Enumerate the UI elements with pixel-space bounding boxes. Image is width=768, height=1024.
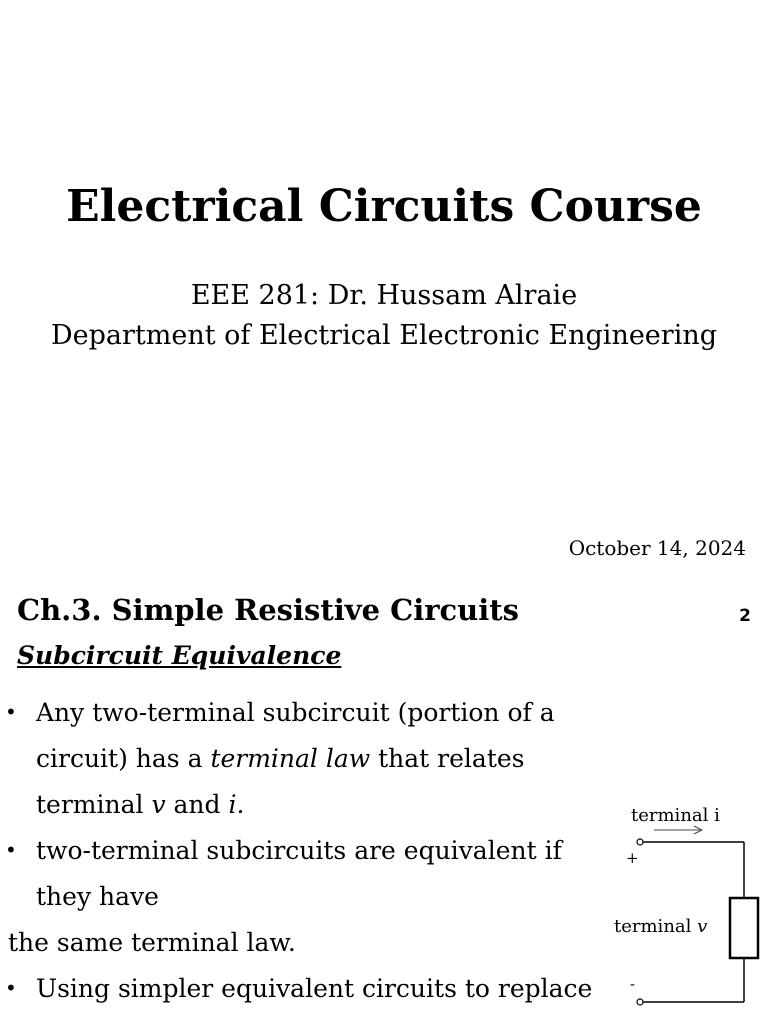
page-number: 2 — [739, 606, 751, 626]
terminal-law-emphasis: terminal law — [210, 744, 371, 773]
minus-polarity: - — [630, 975, 636, 993]
course-code-instructor: EEE 281: Dr. Hussam Alraie — [190, 280, 578, 311]
bullet-1-line-3-and: and — [165, 790, 229, 819]
two-terminal-circuit-diagram — [600, 800, 768, 1024]
bullet-1-line-3-start: terminal — [36, 790, 152, 819]
slide-date: October 14, 2024 — [568, 536, 746, 560]
plus-polarity: + — [626, 849, 639, 867]
bullet-3-marker: • — [5, 976, 17, 1000]
terminal-v-label — [614, 916, 707, 938]
department-name: Department of Electrical Electronic Engineering — [50, 320, 718, 351]
voltage-symbol: v — [151, 790, 166, 819]
bullet-1-line-2-end: that relates — [370, 744, 525, 773]
bullet-2-line-2: they have — [36, 882, 159, 911]
bullet-1-line-2-start: circuit) has a — [36, 744, 211, 773]
bullet-2-marker: • — [5, 838, 17, 862]
terminal-v-prefix: terminal — [614, 916, 698, 937]
chapter-title: Ch.3. Simple Resistive Circuits — [17, 593, 520, 627]
current-symbol: i. — [228, 790, 245, 819]
bullet-2-line-1: two-terminal subcircuits are equivalent if — [36, 836, 562, 865]
bullet-1-line-3 — [36, 790, 244, 820]
resistor-box — [730, 898, 758, 958]
bullet-3-line-1: Using simpler equivalent circuits to replace — [36, 974, 593, 1003]
section-title: Subcircuit Equivalence — [17, 641, 342, 670]
bullet-1-line-2 — [36, 744, 525, 774]
top-terminal-node — [637, 839, 643, 845]
terminal-i-label: terminal i — [631, 805, 720, 826]
bullet-1-marker: • — [5, 700, 17, 724]
bottom-terminal-node — [637, 999, 643, 1005]
bullet-2-line-3: the same terminal law. — [8, 928, 296, 957]
bullet-1-line-1: Any two-terminal subcircuit (portion of a — [36, 698, 555, 727]
terminal-v-symbol: v — [697, 916, 708, 937]
circuit-drawing — [600, 800, 768, 1024]
course-title: Electrical Circuits Course — [66, 181, 702, 232]
